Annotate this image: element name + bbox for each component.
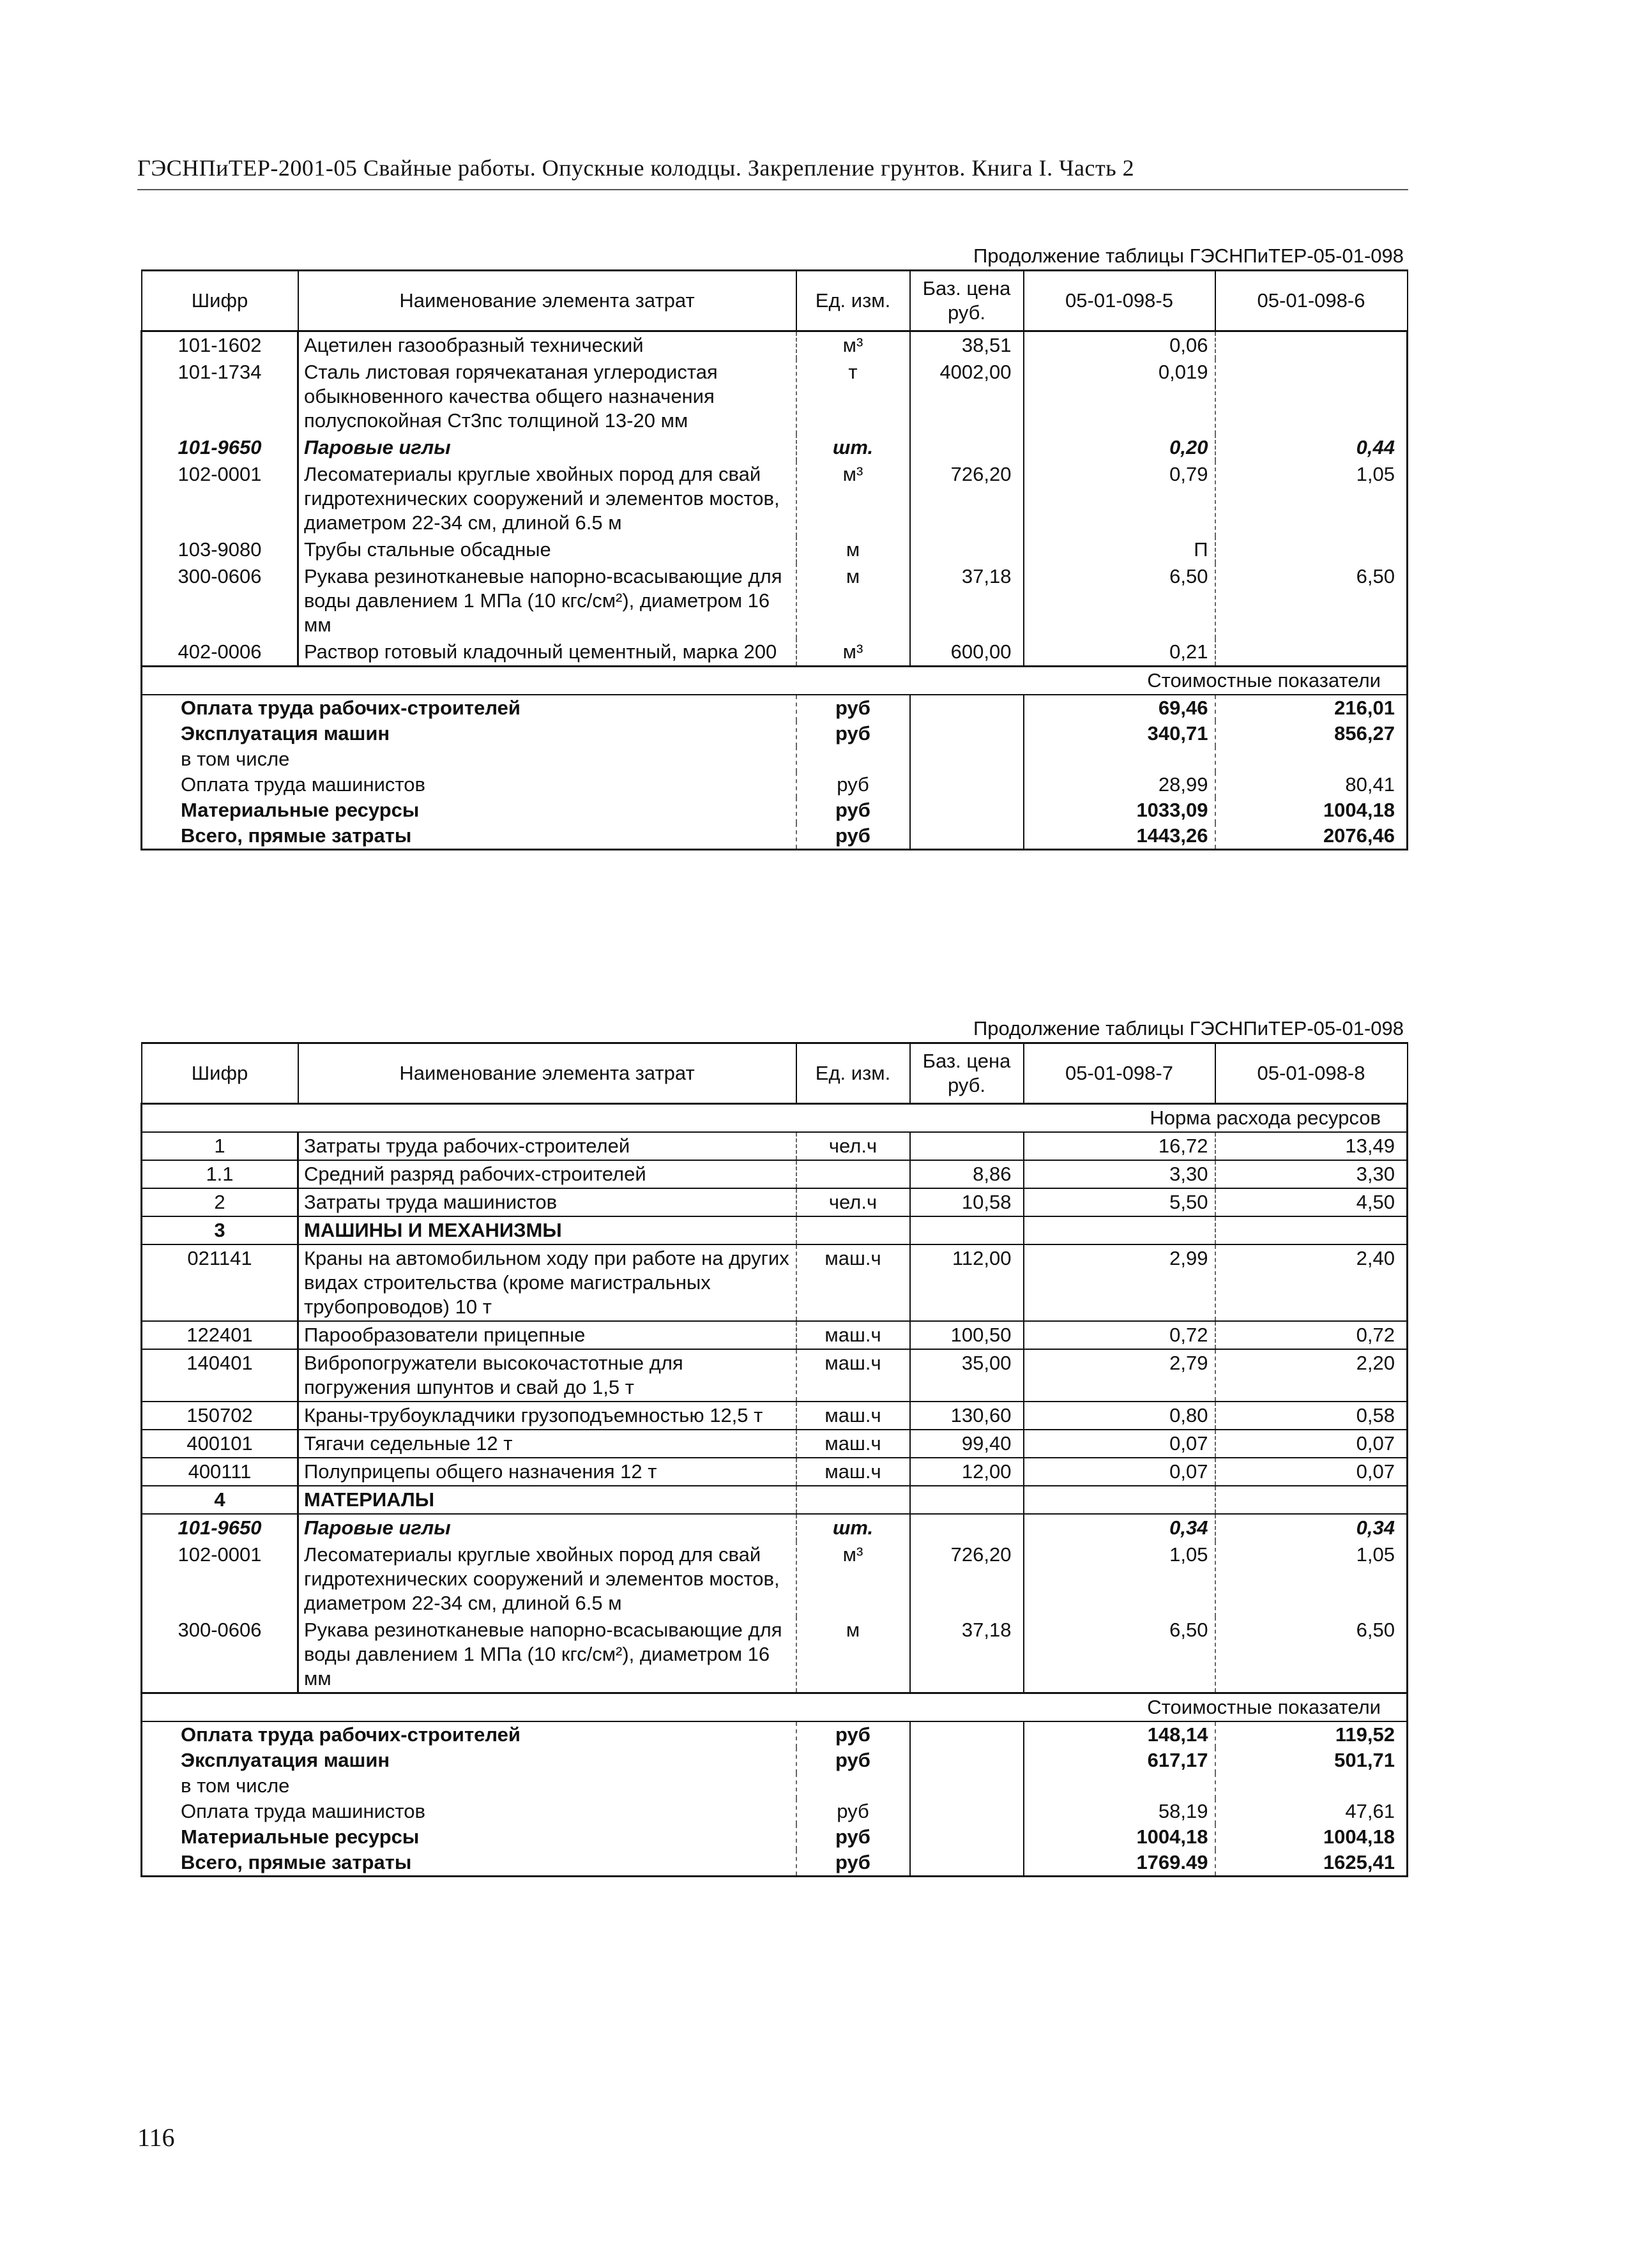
summary-value xyxy=(1024,746,1215,772)
table-body xyxy=(142,331,1408,667)
table-row xyxy=(142,1349,1408,1402)
cell-value: 6,50 xyxy=(1215,563,1408,639)
cell-price: 726,20 xyxy=(910,1541,1024,1617)
cell-value: 1,05 xyxy=(1215,461,1408,536)
table-row xyxy=(142,1514,1408,1541)
cell-unit: м³ xyxy=(796,461,910,536)
summary-unit: руб xyxy=(796,1850,910,1877)
cell-value: 13,49 xyxy=(1215,1132,1408,1160)
summary-row xyxy=(142,1850,1408,1877)
cell-value: 0,07 xyxy=(1024,1430,1215,1458)
summary-row xyxy=(142,1773,1408,1799)
summary-empty xyxy=(910,798,1024,823)
summary-empty xyxy=(910,695,1024,721)
cell-value: 0,07 xyxy=(1024,1458,1215,1486)
cell-name: Рукава резинотканевые напорно-всасывающие для воды давлением 1 МПа (10 кгс/см²), диаметром 16 мм xyxy=(298,1617,796,1693)
cell-value: 0,44 xyxy=(1215,434,1408,461)
summary-body xyxy=(142,1721,1408,1877)
summary-row xyxy=(142,746,1408,772)
cell-value: 0,72 xyxy=(1215,1321,1408,1349)
header-rule xyxy=(137,189,1408,190)
section-band-row xyxy=(142,1693,1408,1722)
column-header-norm-8: 05-01-098-8 xyxy=(1215,1043,1408,1104)
summary-value: 340,71 xyxy=(1024,721,1215,746)
summary-label: Оплата труда машинистов xyxy=(142,772,796,798)
table-row xyxy=(142,1321,1408,1349)
cell-unit: маш.ч xyxy=(796,1430,910,1458)
cell-value xyxy=(1215,331,1408,359)
cell-name: Полуприцепы общего назначения 12 т xyxy=(298,1458,796,1486)
cell-code: 103-9080 xyxy=(142,536,298,563)
cell-value: 0,72 xyxy=(1024,1321,1215,1349)
summary-row xyxy=(142,798,1408,823)
summary-unit: руб xyxy=(796,823,910,850)
summary-unit: руб xyxy=(796,695,910,721)
cell-value xyxy=(1215,359,1408,434)
cell-price xyxy=(910,434,1024,461)
cell-name: Затраты труда машинистов xyxy=(298,1188,796,1216)
cell-name: Лесоматериалы круглые хвойных пород для свай гидротехнических сооружений и элементов мостов, диаметром 22-34 см, длиной 6.5 м xyxy=(298,1541,796,1617)
cell-price xyxy=(910,1216,1024,1244)
cell-price: 10,58 xyxy=(910,1188,1024,1216)
cell-price: 100,50 xyxy=(910,1321,1024,1349)
cell-price xyxy=(910,1514,1024,1541)
page-number: 116 xyxy=(137,2123,175,2152)
summary-value: 1004,18 xyxy=(1215,1824,1408,1850)
table-caption: Продолжение таблицы ГЭСНПиТЕР-05-01-098 xyxy=(973,1017,1404,1040)
cell-value: 2,20 xyxy=(1215,1349,1408,1402)
cell-name: Краны-трубоукладчики грузоподъемностью 12,5 т xyxy=(298,1402,796,1430)
summary-row xyxy=(142,1824,1408,1850)
cell-price xyxy=(910,536,1024,563)
summary-label: Оплата труда машинистов xyxy=(142,1799,796,1824)
summary-empty xyxy=(910,1799,1024,1824)
cell-code: 150702 xyxy=(142,1402,298,1430)
summary-body xyxy=(142,695,1408,850)
cell-name: Краны на автомобильном ходу при работе на других видах строительства (кроме магистральных трубопроводов) 10 т xyxy=(298,1244,796,1321)
summary-row xyxy=(142,1748,1408,1773)
summary-empty xyxy=(910,772,1024,798)
cell-name: Ацетилен газообразный технический xyxy=(298,331,796,359)
cell-name: Затраты труда рабочих-строителей xyxy=(298,1132,796,1160)
cell-code: 101-1734 xyxy=(142,359,298,434)
summary-value: 1033,09 xyxy=(1024,798,1215,823)
summary-empty xyxy=(910,1850,1024,1877)
table-row xyxy=(142,563,1408,639)
table-row xyxy=(142,1132,1408,1160)
cell-unit xyxy=(796,1216,910,1244)
cell-price: 112,00 xyxy=(910,1244,1024,1321)
cell-value: 4,50 xyxy=(1215,1188,1408,1216)
summary-unit: руб xyxy=(796,1721,910,1748)
cell-unit: маш.ч xyxy=(796,1458,910,1486)
cell-name: Парообразователи прицепные xyxy=(298,1321,796,1349)
summary-unit: руб xyxy=(796,1799,910,1824)
section-band-row xyxy=(142,1104,1408,1133)
summary-value: 58,19 xyxy=(1024,1799,1215,1824)
resource-table-2 xyxy=(141,1042,1408,1877)
cell-value: 5,50 xyxy=(1024,1188,1215,1216)
cell-code: 101-1602 xyxy=(142,331,298,359)
cell-value: 6,50 xyxy=(1024,563,1215,639)
summary-label: Всего, прямые затраты xyxy=(142,1850,796,1877)
table-row xyxy=(142,1541,1408,1617)
cell-price: 35,00 xyxy=(910,1349,1024,1402)
summary-row xyxy=(142,721,1408,746)
cell-unit: м xyxy=(796,536,910,563)
summary-value: 1004,18 xyxy=(1024,1824,1215,1850)
cell-value: 6,50 xyxy=(1024,1617,1215,1693)
cell-value: 2,40 xyxy=(1215,1244,1408,1321)
cell-value xyxy=(1215,1216,1408,1244)
cell-value xyxy=(1215,1486,1408,1514)
cell-unit: м³ xyxy=(796,639,910,667)
table-row xyxy=(142,1160,1408,1188)
cell-code: 300-0606 xyxy=(142,1617,298,1693)
cell-unit: чел.ч xyxy=(796,1188,910,1216)
cell-value xyxy=(1024,1486,1215,1514)
column-header-norm-6: 05-01-098-6 xyxy=(1215,271,1408,331)
document-header: ГЭСНПиТЕР-2001-05 Свайные работы. Опускные колодцы. Закрепление грунтов. Книга I. Часть 2 xyxy=(137,155,1135,181)
table-header-row xyxy=(142,271,1408,331)
resource-table-1 xyxy=(141,269,1408,850)
summary-value xyxy=(1215,746,1408,772)
cell-value: 0,34 xyxy=(1024,1514,1215,1541)
summary-value: 617,17 xyxy=(1024,1748,1215,1773)
summary-empty xyxy=(910,1748,1024,1773)
summary-value: 47,61 xyxy=(1215,1799,1408,1824)
summary-value: 28,99 xyxy=(1024,772,1215,798)
summary-unit: руб xyxy=(796,798,910,823)
cell-code: 140401 xyxy=(142,1349,298,1402)
cell-value xyxy=(1215,536,1408,563)
cell-value: 3,30 xyxy=(1024,1160,1215,1188)
column-header-name: Наименование элемента затрат xyxy=(298,271,796,331)
cell-unit: маш.ч xyxy=(796,1349,910,1402)
summary-value: 1769.49 xyxy=(1024,1850,1215,1877)
cell-name: МАТЕРИАЛЫ xyxy=(298,1486,796,1514)
cell-value: 2,99 xyxy=(1024,1244,1215,1321)
cell-price: 37,18 xyxy=(910,1617,1024,1693)
table-header-row xyxy=(142,1043,1408,1104)
cell-unit: м xyxy=(796,1617,910,1693)
cell-price: 99,40 xyxy=(910,1430,1024,1458)
summary-empty xyxy=(910,1721,1024,1748)
summary-unit xyxy=(796,746,910,772)
section-band-row xyxy=(142,667,1408,695)
cell-price xyxy=(910,1132,1024,1160)
summary-unit: руб xyxy=(796,721,910,746)
summary-label: Эксплуатация машин xyxy=(142,721,796,746)
summary-value: 80,41 xyxy=(1215,772,1408,798)
cell-unit: маш.ч xyxy=(796,1402,910,1430)
table-row xyxy=(142,1430,1408,1458)
cell-value: 2,79 xyxy=(1024,1349,1215,1402)
cell-price: 130,60 xyxy=(910,1402,1024,1430)
table-row xyxy=(142,1244,1408,1321)
cell-name: Раствор готовый кладочный цементный, марка 200 xyxy=(298,639,796,667)
section-band: Стоимостные показатели xyxy=(142,667,1408,695)
cell-price: 38,51 xyxy=(910,331,1024,359)
cell-name: Сталь листовая горячекатаная углеродистая обыкновенного качества общего назначения полуспокойная Ст3пс толщиной 13-20 мм xyxy=(298,359,796,434)
cell-value: 6,50 xyxy=(1215,1617,1408,1693)
column-header-name: Наименование элемента затрат xyxy=(298,1043,796,1104)
cell-price: 37,18 xyxy=(910,563,1024,639)
cell-code: 4 xyxy=(142,1486,298,1514)
summary-row xyxy=(142,772,1408,798)
column-header-price: Баз. цена руб. xyxy=(910,271,1024,331)
column-header-unit: Ед. изм. xyxy=(796,271,910,331)
cell-code: 021141 xyxy=(142,1244,298,1321)
cell-code: 122401 xyxy=(142,1321,298,1349)
cell-code: 300-0606 xyxy=(142,563,298,639)
summary-value: 216,01 xyxy=(1215,695,1408,721)
cell-name: Вибропогружатели высокочастотные для погружения шпунтов и свай до 1,5 т xyxy=(298,1349,796,1402)
cell-value: П xyxy=(1024,536,1215,563)
summary-label: Материальные ресурсы xyxy=(142,1824,796,1850)
summary-unit: руб xyxy=(796,1824,910,1850)
summary-label: Оплата труда рабочих-строителей xyxy=(142,1721,796,1748)
cell-name: Паровые иглы xyxy=(298,434,796,461)
summary-label: Всего, прямые затраты xyxy=(142,823,796,850)
cell-value: 0,79 xyxy=(1024,461,1215,536)
cell-value: 16,72 xyxy=(1024,1132,1215,1160)
cell-code: 3 xyxy=(142,1216,298,1244)
section-band: Норма расхода ресурсов xyxy=(142,1104,1408,1133)
summary-empty xyxy=(910,1773,1024,1799)
table-row xyxy=(142,536,1408,563)
summary-value: 856,27 xyxy=(1215,721,1408,746)
cell-unit: чел.ч xyxy=(796,1132,910,1160)
cell-name: МАШИНЫ И МЕХАНИЗМЫ xyxy=(298,1216,796,1244)
cell-code: 102-0001 xyxy=(142,1541,298,1617)
cell-value: 0,07 xyxy=(1215,1458,1408,1486)
cell-name: Трубы стальные обсадные xyxy=(298,536,796,563)
cell-price: 8,86 xyxy=(910,1160,1024,1188)
cell-code: 102-0001 xyxy=(142,461,298,536)
column-header-code: Шифр xyxy=(142,271,298,331)
summary-value: 119,52 xyxy=(1215,1721,1408,1748)
summary-value: 1443,26 xyxy=(1024,823,1215,850)
cell-value: 1,05 xyxy=(1024,1541,1215,1617)
summary-value: 1625,41 xyxy=(1215,1850,1408,1877)
table-row xyxy=(142,434,1408,461)
cell-code: 101-9650 xyxy=(142,1514,298,1541)
cell-value: 0,06 xyxy=(1024,331,1215,359)
summary-value: 2076,46 xyxy=(1215,823,1408,850)
summary-empty xyxy=(910,746,1024,772)
cell-value: 3,30 xyxy=(1215,1160,1408,1188)
cell-value: 0,58 xyxy=(1215,1402,1408,1430)
summary-row xyxy=(142,823,1408,850)
table-row xyxy=(142,331,1408,359)
cell-value: 1,05 xyxy=(1215,1541,1408,1617)
cell-name: Паровые иглы xyxy=(298,1514,796,1541)
summary-unit: руб xyxy=(796,1748,910,1773)
cell-unit: м³ xyxy=(796,1541,910,1617)
cell-value xyxy=(1024,1216,1215,1244)
cell-unit xyxy=(796,1486,910,1514)
summary-label: в том числе xyxy=(142,746,796,772)
summary-value xyxy=(1215,1773,1408,1799)
cell-code: 1.1 xyxy=(142,1160,298,1188)
cell-price xyxy=(910,1486,1024,1514)
cell-value: 0,80 xyxy=(1024,1402,1215,1430)
summary-empty xyxy=(910,721,1024,746)
column-header-code: Шифр xyxy=(142,1043,298,1104)
column-header-price: Баз. цена руб. xyxy=(910,1043,1024,1104)
summary-label: в том числе xyxy=(142,1773,796,1799)
summary-empty xyxy=(910,1824,1024,1850)
cell-code: 1 xyxy=(142,1132,298,1160)
cell-price: 4002,00 xyxy=(910,359,1024,434)
cell-code: 400111 xyxy=(142,1458,298,1486)
table-row xyxy=(142,1486,1408,1514)
summary-value: 69,46 xyxy=(1024,695,1215,721)
summary-unit xyxy=(796,1773,910,1799)
column-header-norm-5: 05-01-098-5 xyxy=(1024,271,1215,331)
cell-code: 400101 xyxy=(142,1430,298,1458)
cell-unit: шт. xyxy=(796,1514,910,1541)
summary-value: 501,71 xyxy=(1215,1748,1408,1773)
table-body xyxy=(142,1132,1408,1693)
table-row xyxy=(142,1458,1408,1486)
table-caption: Продолжение таблицы ГЭСНПиТЕР-05-01-098 xyxy=(973,245,1404,267)
column-header-unit: Ед. изм. xyxy=(796,1043,910,1104)
cell-unit: т xyxy=(796,359,910,434)
cell-price: 726,20 xyxy=(910,461,1024,536)
summary-row xyxy=(142,1721,1408,1748)
table-row xyxy=(142,1188,1408,1216)
cell-unit: м³ xyxy=(796,331,910,359)
summary-label: Эксплуатация машин xyxy=(142,1748,796,1773)
cell-name: Рукава резинотканевые напорно-всасывающие для воды давлением 1 МПа (10 кгс/см²), диаметром 16 мм xyxy=(298,563,796,639)
cell-code: 101-9650 xyxy=(142,434,298,461)
cell-name: Лесоматериалы круглые хвойных пород для свай гидротехнических сооружений и элементов мостов, диаметром 22-34 см, длиной 6.5 м xyxy=(298,461,796,536)
table-row xyxy=(142,1216,1408,1244)
cell-value: 0,21 xyxy=(1024,639,1215,667)
cell-unit xyxy=(796,1160,910,1188)
cell-value: 0,019 xyxy=(1024,359,1215,434)
cell-value xyxy=(1215,639,1408,667)
summary-empty xyxy=(910,823,1024,850)
cell-code: 2 xyxy=(142,1188,298,1216)
column-header-norm-7: 05-01-098-7 xyxy=(1024,1043,1215,1104)
table-row xyxy=(142,639,1408,667)
table-row xyxy=(142,359,1408,434)
cell-unit: шт. xyxy=(796,434,910,461)
table-row xyxy=(142,1402,1408,1430)
cell-name: Средний разряд рабочих-строителей xyxy=(298,1160,796,1188)
summary-row xyxy=(142,695,1408,721)
summary-unit: руб xyxy=(796,772,910,798)
cell-code: 402-0006 xyxy=(142,639,298,667)
cell-price: 600,00 xyxy=(910,639,1024,667)
cell-value: 0,20 xyxy=(1024,434,1215,461)
table-row xyxy=(142,461,1408,536)
table-row xyxy=(142,1617,1408,1693)
cell-unit: маш.ч xyxy=(796,1321,910,1349)
cell-value: 0,07 xyxy=(1215,1430,1408,1458)
summary-value xyxy=(1024,1773,1215,1799)
summary-label: Оплата труда рабочих-строителей xyxy=(142,695,796,721)
cell-name: Тягачи седельные 12 т xyxy=(298,1430,796,1458)
summary-value: 1004,18 xyxy=(1215,798,1408,823)
cell-unit: маш.ч xyxy=(796,1244,910,1321)
summary-value: 148,14 xyxy=(1024,1721,1215,1748)
cell-value: 0,34 xyxy=(1215,1514,1408,1541)
cell-price: 12,00 xyxy=(910,1458,1024,1486)
cell-unit: м xyxy=(796,563,910,639)
summary-label: Материальные ресурсы xyxy=(142,798,796,823)
section-band: Стоимостные показатели xyxy=(142,1693,1408,1722)
summary-row xyxy=(142,1799,1408,1824)
